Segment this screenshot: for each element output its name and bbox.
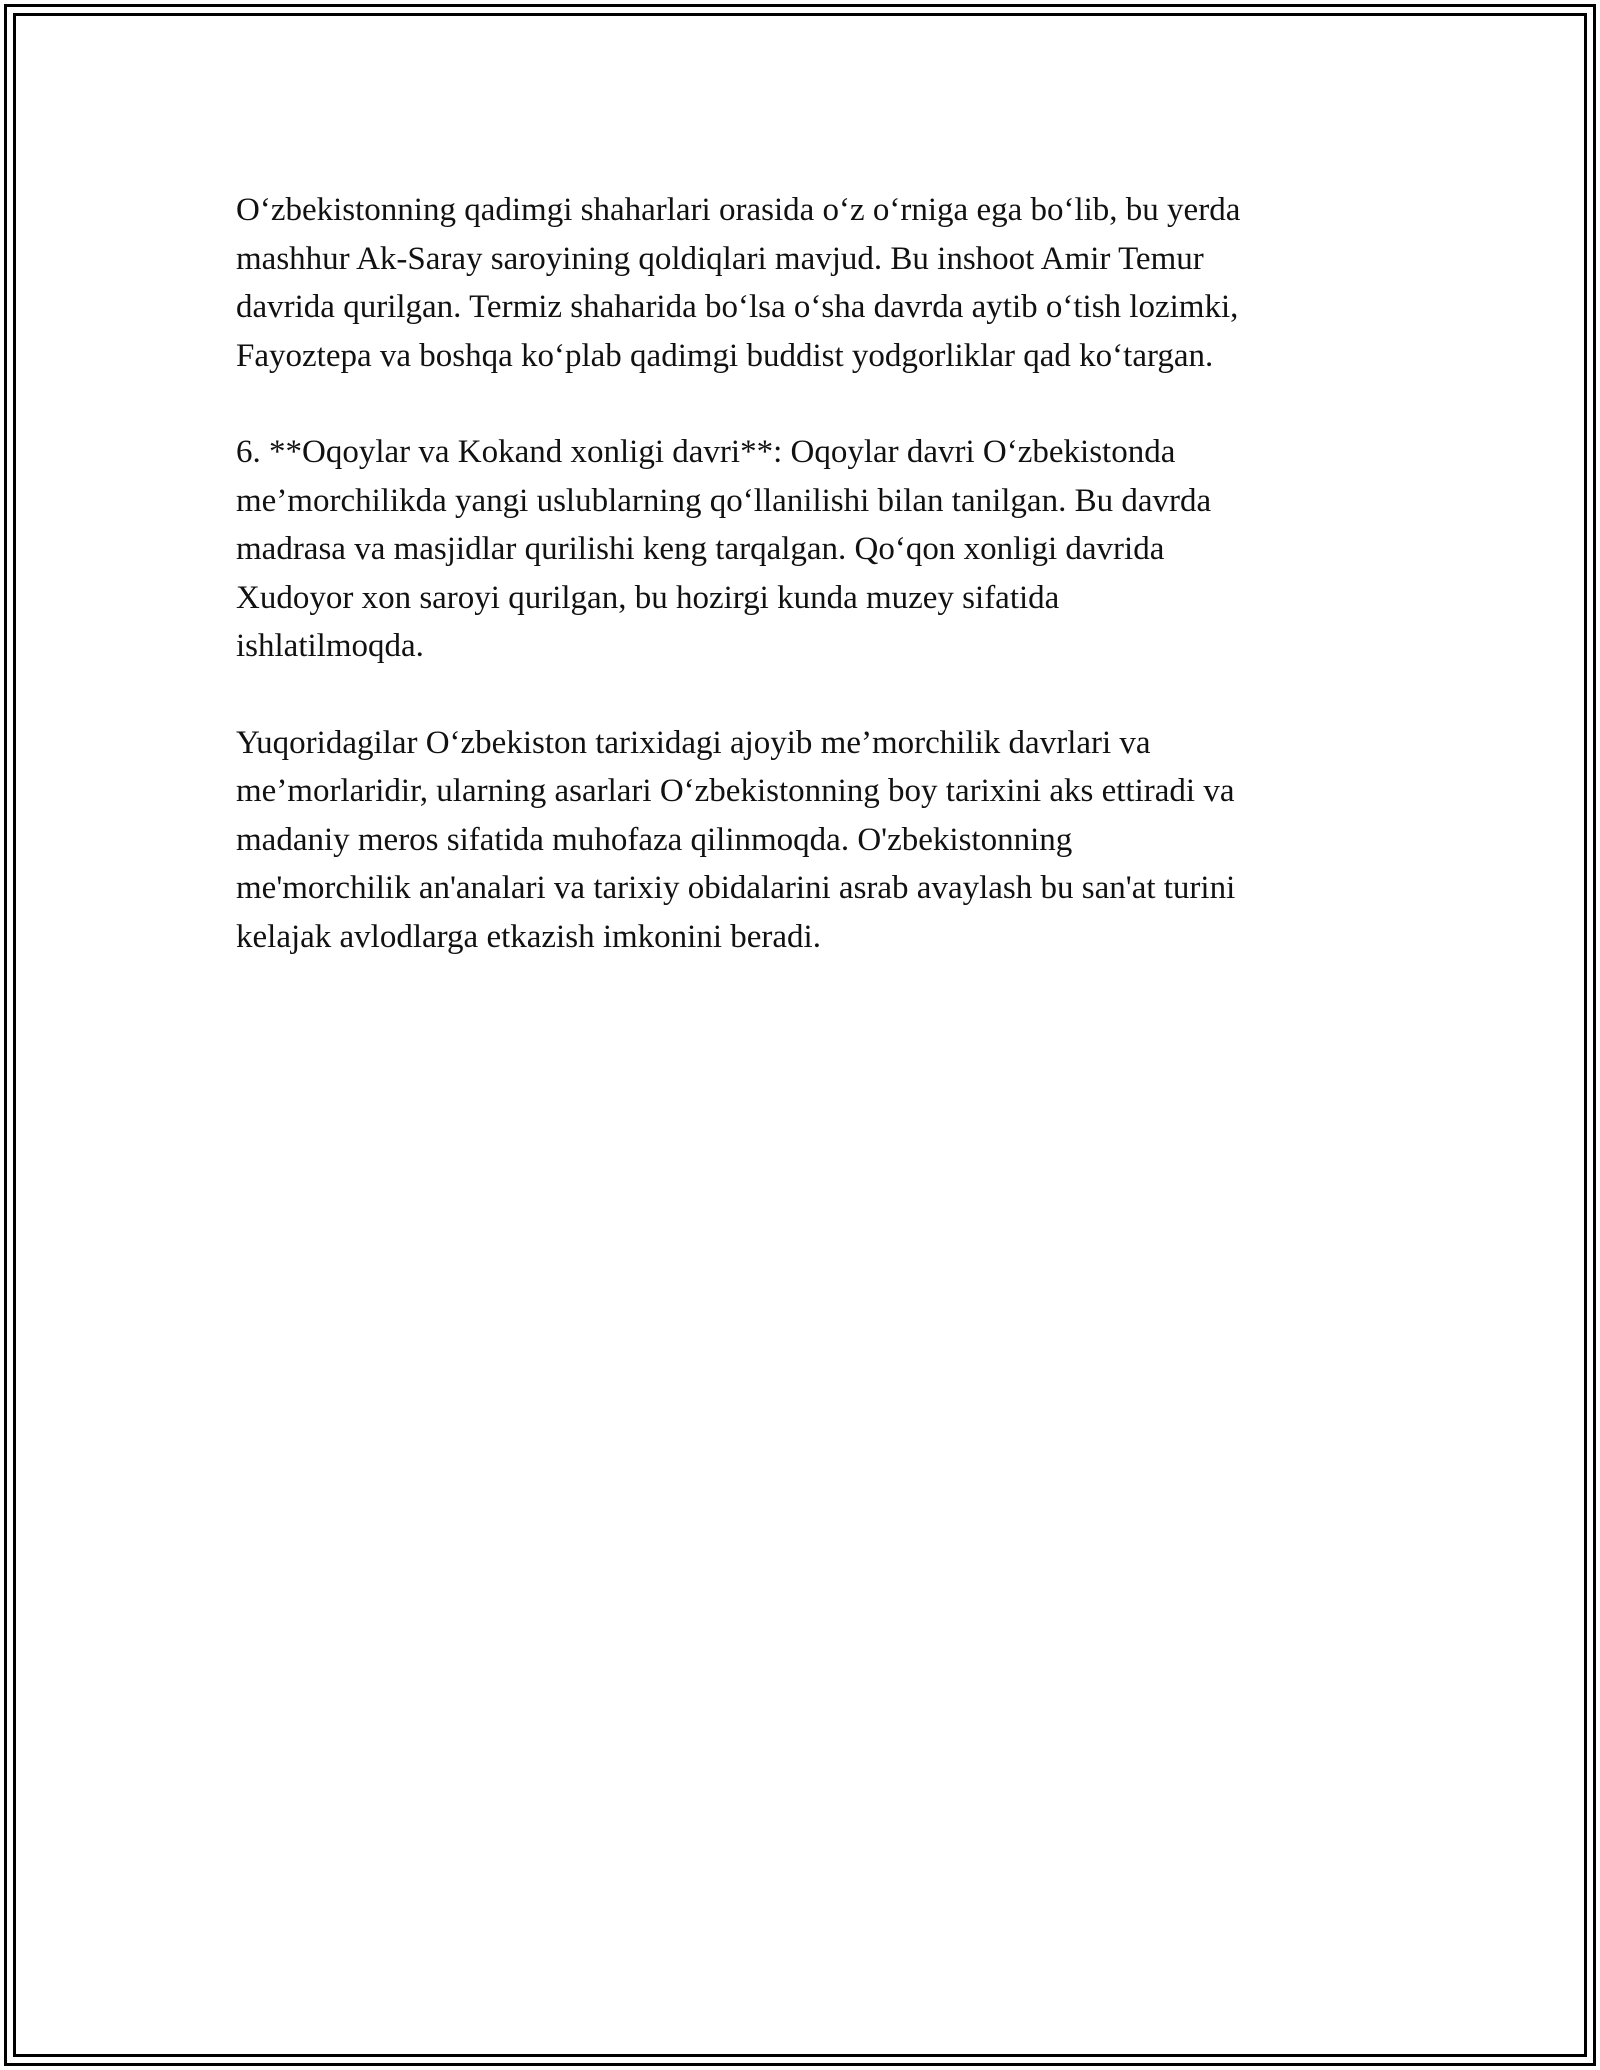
paragraph-conclusion [236, 719, 1376, 962]
paragraph-kokand-khanate [236, 428, 1376, 671]
text-line: ishlatilmoqda. [236, 628, 424, 664]
paragraph-ak-saray [236, 186, 1376, 380]
text-line: madaniy meros sifatida muhofaza qilinmoqda. O'zbekistonning [236, 821, 1073, 858]
text-line: me’morlaridir, ularning asarlari O‘zbekistonning boy tarixini aks ettiradi va [236, 773, 1235, 809]
text-line: mashhur Ak-Saray saroyining qoldiqlari mavjud. Bu inshoot Amir Temur [236, 240, 1204, 277]
text-line: 6. **Oqoylar va Kokand xonligi davri**: Oqoylar davri O‘zbekistonda [236, 434, 1176, 470]
text-line: kelajak avlodlarga etkazish imkonini beradi. [236, 918, 821, 955]
text-line: me’morchilikda yangi uslublarning qo‘llanilishi bilan tanilgan. Bu davrda [236, 482, 1212, 519]
text-line: me'morchilik an'analari va tarixiy obidalarini asrab avaylash bu san'at turini [236, 870, 1236, 906]
text-line: Xudoyor xon saroyi qurilgan, bu hozirgi kunda muzey sifatida [236, 579, 1060, 616]
text-line: O‘zbekistonning qadimgi shaharlari orasida o‘z o‘rniga ega bo‘lib, bu yerda [236, 192, 1241, 228]
text-line: Fayoztepa va boshqa ko‘plab qadimgi buddist yodgorliklar qad ko‘targan. [236, 337, 1214, 374]
text-line: davrida qurilgan. Termiz shaharida bo‘lsa o‘sha davrda aytib o‘tish lozimki, [236, 289, 1239, 325]
text-line: Yuqoridagilar O‘zbekiston tarixidagi ajoyib me’morchilik davrlari va [236, 724, 1151, 761]
document-body [236, 186, 1376, 1009]
text-line: madrasa va masjidlar qurilishi keng tarqalgan. Qo‘qon xonligi davrida [236, 531, 1165, 567]
